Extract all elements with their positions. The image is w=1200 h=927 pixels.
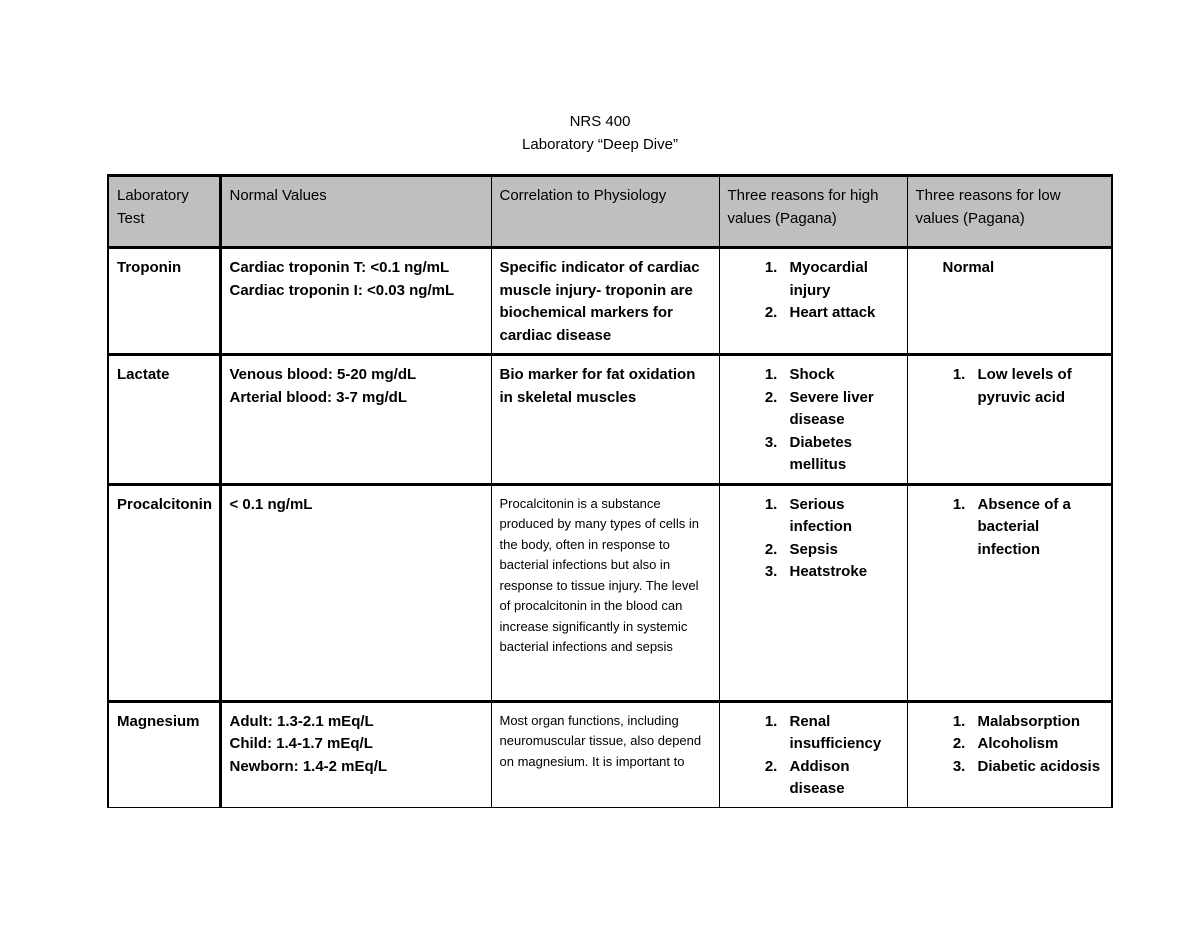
normal-values	[220, 484, 491, 701]
table-row	[108, 484, 1112, 701]
normal-value: Child: 1.4-1.7 mEq/L	[229, 735, 373, 752]
list-item: 1. Serious infection	[782, 494, 900, 539]
high-reasons	[719, 355, 907, 485]
test-name: Troponin	[108, 248, 220, 355]
table-row	[108, 355, 1112, 485]
high-reasons-list	[728, 494, 900, 584]
test-name: Lactate	[108, 355, 220, 485]
course-code: NRS 400	[569, 113, 631, 130]
normal-value: < 0.1 ng/mL	[229, 495, 313, 513]
physiology-text: Bio marker for fat oxidation in skeletal muscles	[491, 355, 719, 485]
list-item: 2. Addison disease	[782, 756, 900, 801]
list-item: 2. Alcoholism	[970, 733, 1105, 756]
table-header-row	[108, 176, 1112, 248]
physiology-text: Most organ functions, including neuromuscular tissue, also depend on magnesium. It is important to	[491, 701, 719, 807]
column-header-test: Laboratory Test	[108, 176, 220, 248]
table-row	[108, 248, 1112, 355]
high-reasons-list	[728, 257, 900, 325]
list-item: 1. Myocardial injury	[782, 257, 900, 302]
high-reasons	[719, 248, 907, 355]
normal-value: Cardiac troponin T: <0.1 ng/mL	[229, 259, 450, 276]
high-reasons-list	[728, 364, 900, 477]
column-header-high-reasons: Three reasons for high values (Pagana)	[719, 176, 907, 248]
low-reasons	[907, 355, 1112, 485]
document-title: Laboratory “Deep Dive”	[522, 136, 678, 153]
list-item: 1. Malabsorption	[970, 711, 1105, 734]
low-reasons-list	[916, 711, 1105, 779]
high-reasons	[719, 484, 907, 701]
column-header-normal-values: Normal Values	[220, 176, 491, 248]
normal-value: Newborn: 1.4-2 mEq/L	[229, 757, 388, 775]
normal-values	[220, 248, 491, 355]
list-item: 1. Absence of a bacterial infection	[970, 494, 1105, 562]
list-item: 1. Shock	[782, 364, 900, 387]
test-name: Magnesium	[108, 701, 220, 807]
list-item: 3. Diabetes mellitus	[782, 432, 900, 477]
physiology-text: Specific indicator of cardiac muscle injury- troponin are biochemical markers for cardiac disease	[491, 248, 719, 355]
test-name: Procalcitonin	[108, 484, 220, 701]
low-reasons	[907, 484, 1112, 701]
normal-value: Arterial blood: 3-7 mg/dL	[229, 388, 408, 406]
normal-value: Adult: 1.3-2.1 mEq/L	[229, 712, 374, 730]
list-item: 1. Low levels of pyruvic acid	[970, 364, 1105, 409]
list-item: 2. Heart attack	[782, 302, 900, 325]
document-header	[0, 110, 1200, 156]
physiology-text: Procalcitonin is a substance produced by many types of cells in the body, often in response to bacterial infections but also in response to tissue injury. The level of procalcitonin in the blood can increase significantly in systemic bacterial infections and sepsis	[491, 484, 719, 701]
list-item: 3. Heatstroke	[782, 561, 900, 584]
lab-table	[107, 174, 1113, 808]
column-header-physiology: Correlation to Physiology	[491, 176, 719, 248]
low-reason-text: Normal	[942, 259, 995, 276]
list-item: 2. Severe liver disease	[782, 387, 900, 432]
low-reasons	[907, 248, 1112, 355]
high-reasons-list	[728, 711, 900, 801]
column-header-low-reasons: Three reasons for low values (Pagana)	[907, 176, 1112, 248]
low-reasons-list	[916, 494, 1105, 562]
list-item: 3. Diabetic acidosis	[970, 756, 1105, 779]
normal-values	[220, 355, 491, 485]
low-reasons-list	[916, 364, 1105, 409]
high-reasons	[719, 701, 907, 807]
low-reasons	[907, 701, 1112, 807]
table-row	[108, 701, 1112, 807]
list-item: 2. Sepsis	[782, 539, 900, 562]
list-item: 1. Renal insufficiency	[782, 711, 900, 756]
normal-values	[220, 701, 491, 807]
normal-value: Venous blood: 5-20 mg/dL	[229, 366, 417, 383]
normal-value: Cardiac troponin I: <0.03 ng/mL	[229, 281, 455, 299]
